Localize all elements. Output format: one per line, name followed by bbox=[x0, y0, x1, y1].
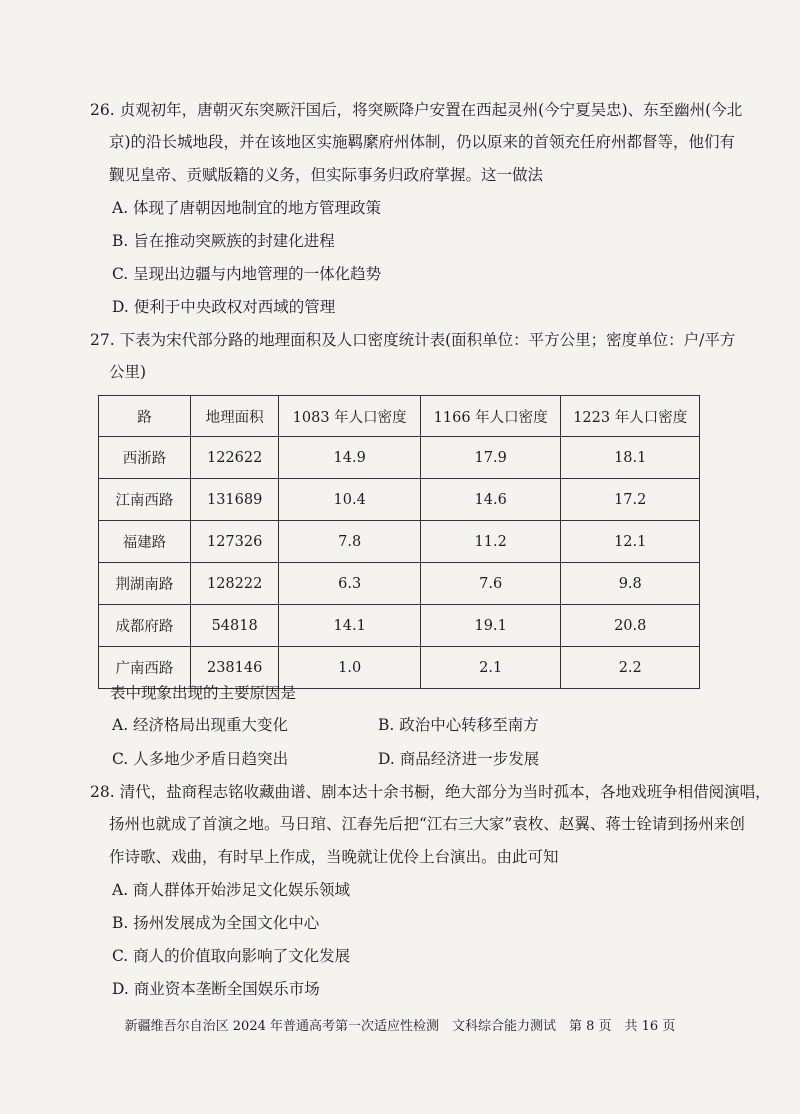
q26-stem-line-3: 觐见皇帝、贡赋版籍的义务，但实际事务归政府掌握。这一做法 bbox=[109, 166, 544, 184]
population-density-table bbox=[98, 395, 700, 689]
cell-density-1083: 1.0 bbox=[279, 647, 421, 689]
col-header-1083: 1083 年人口密度 bbox=[279, 396, 421, 437]
cell-route: 福建路 bbox=[99, 521, 191, 563]
cell-density-1166: 19.1 bbox=[420, 605, 561, 647]
cell-density-1223: 17.2 bbox=[561, 479, 700, 521]
cell-density-1083: 6.3 bbox=[279, 563, 421, 605]
q27-stem-line-2: 公里) bbox=[109, 363, 147, 381]
q28-stem-line-2: 扬州也就成了首演之地。马日琯、江春先后把“江右三大家”袁枚、赵翼、蒋士铨请到扬州来创 bbox=[109, 815, 745, 833]
q26-stem-line-2: 京)的沿长城地段，并在该地区实施羁縻府州体制，仍以原来的首领充任府州都督等，他们有 bbox=[109, 133, 736, 151]
q28-option-a: A. 商人群体开始涉足文化娱乐领域 bbox=[112, 881, 351, 899]
q27-option-b: B. 政治中心转移至南方 bbox=[378, 716, 539, 734]
cell-area: 238146 bbox=[190, 647, 279, 689]
q26-option-b: B. 旨在推动突厥族的封建化进程 bbox=[112, 232, 335, 250]
cell-area: 122622 bbox=[190, 437, 279, 479]
table-row bbox=[99, 563, 700, 605]
table-row bbox=[99, 521, 700, 563]
cell-route: 广南西路 bbox=[99, 647, 191, 689]
cell-density-1083: 7.8 bbox=[279, 521, 421, 563]
table-row bbox=[99, 605, 700, 647]
table-row bbox=[99, 479, 700, 521]
q27-stem-line-1: 27. 下表为宋代部分路的地理面积及人口密度统计表(面积单位：平方公里；密度单位：户/平方 bbox=[90, 331, 736, 349]
cell-density-1083: 14.9 bbox=[279, 437, 421, 479]
q28-stem-line-3: 作诗歌、戏曲，有时早上作成，当晚就让优伶上台演出。由此可知 bbox=[109, 848, 559, 866]
cell-route: 荆湖南路 bbox=[99, 563, 191, 605]
cell-area: 128222 bbox=[190, 563, 279, 605]
cell-density-1166: 14.6 bbox=[420, 479, 561, 521]
col-header-route: 路 bbox=[99, 396, 191, 437]
q26-option-c: C. 呈现出边疆与内地管理的一体化趋势 bbox=[112, 265, 382, 283]
cell-route: 西浙路 bbox=[99, 437, 191, 479]
cell-route: 江南西路 bbox=[99, 479, 191, 521]
q28-stem-line-1: 28. 清代，盐商程志铭收藏曲谱、剧本达十余书橱，绝大部分为当时孤本，各地戏班争相借阅演唱， bbox=[90, 783, 771, 801]
cell-density-1166: 7.6 bbox=[420, 563, 561, 605]
table-header-row bbox=[99, 396, 700, 437]
q27-option-c: C. 人多地少矛盾日趋突出 bbox=[112, 750, 289, 768]
q26-option-a: A. 体现了唐朝因地制宜的地方管理政策 bbox=[112, 199, 382, 217]
cell-density-1083: 14.1 bbox=[279, 605, 421, 647]
q26-option-d: D. 便利于中央政权对西域的管理 bbox=[112, 298, 336, 316]
col-header-1166: 1166 年人口密度 bbox=[420, 396, 561, 437]
cell-density-1223: 12.1 bbox=[561, 521, 700, 563]
cell-density-1223: 20.8 bbox=[561, 605, 700, 647]
col-header-1223: 1223 年人口密度 bbox=[561, 396, 700, 437]
cell-density-1083: 10.4 bbox=[279, 479, 421, 521]
q27-option-a: A. 经济格局出现重大变化 bbox=[112, 716, 289, 734]
col-header-area: 地理面积 bbox=[190, 396, 279, 437]
cell-route: 成都府路 bbox=[99, 605, 191, 647]
q28-option-d: D. 商业资本垄断全国娱乐市场 bbox=[112, 980, 320, 998]
cell-density-1166: 11.2 bbox=[420, 521, 561, 563]
cell-density-1223: 18.1 bbox=[561, 437, 700, 479]
page-footer: 新疆维吾尔自治区 2024 年普通高考第一次适应性检测 文科综合能力测试 第 8 页 共 16 页 bbox=[124, 1019, 676, 1034]
cell-density-1166: 17.9 bbox=[420, 437, 561, 479]
cell-area: 131689 bbox=[190, 479, 279, 521]
cell-density-1223: 2.2 bbox=[561, 647, 700, 689]
table-row bbox=[99, 437, 700, 479]
q27-question: 表中现象出现的主要原因是 bbox=[110, 684, 297, 702]
cell-area: 127326 bbox=[190, 521, 279, 563]
q26-stem-line-1: 26. 贞观初年，唐朝灭东突厥汗国后，将突厥降户安置在西起灵州(今宁夏吴忠)、东至幽州(今北 bbox=[90, 101, 743, 119]
q28-option-b: B. 扬州发展成为全国文化中心 bbox=[112, 914, 320, 932]
cell-area: 54818 bbox=[190, 605, 279, 647]
q27-option-d: D. 商品经济进一步发展 bbox=[378, 750, 540, 768]
cell-density-1223: 9.8 bbox=[561, 563, 700, 605]
q28-option-c: C. 商人的价值取向影响了文化发展 bbox=[112, 947, 351, 965]
cell-density-1166: 2.1 bbox=[420, 647, 561, 689]
